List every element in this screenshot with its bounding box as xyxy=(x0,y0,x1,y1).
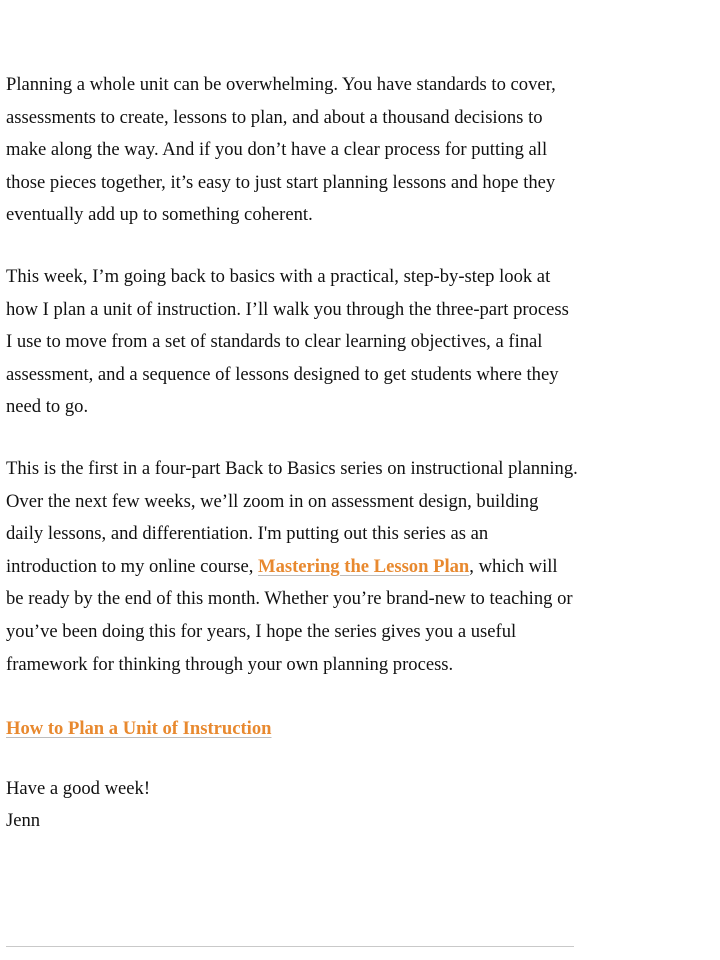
series-intro-paragraph: This week, I’m going back to basics with a practical, step-by-step look at how I plan a unit of instruction. I’ll walk you through the three-part process I use to move from a set of standards to clear learning objectives, a final assessment, and a sequence of lessons designed to get students where they need to go. xyxy=(6,265,569,418)
closing-line: Have a good week! xyxy=(6,777,151,799)
intro-paragraph: Planning a whole unit can be overwhelming. You have standards to cover, assessments to create, lessons to plan, and about a thousand decisions to make along the way. And if you don’t have a clear process for putting all those pieces together, it’s easy to just start planning lessons and hope they eventually add up to something coherent. xyxy=(6,74,556,226)
article-link-paragraph xyxy=(6,713,578,746)
course-link[interactable]: Mastering the Lesson Plan xyxy=(258,555,470,577)
email-body xyxy=(6,69,578,838)
course-paragraph-text-end: , which will be ready by the end of this month. Whether you’re brand-new to teaching or you’ve been doing this for years, I hope the series gives you a useful framework for thinking through your own planning process. xyxy=(6,555,573,675)
footer-divider xyxy=(6,946,574,947)
course-paragraph xyxy=(6,453,578,681)
course-paragraph-text-start: This is the first in a four-part Back to Basics series on instructional planning. Over the next few weeks, we’ll zoom in on assessment design, building daily lessons, and differentiation. I'm putting out this series as an introduction to my online course, xyxy=(6,457,578,577)
signature: Jenn xyxy=(6,810,41,832)
article-link[interactable]: How to Plan a Unit of Instruction xyxy=(6,718,272,740)
